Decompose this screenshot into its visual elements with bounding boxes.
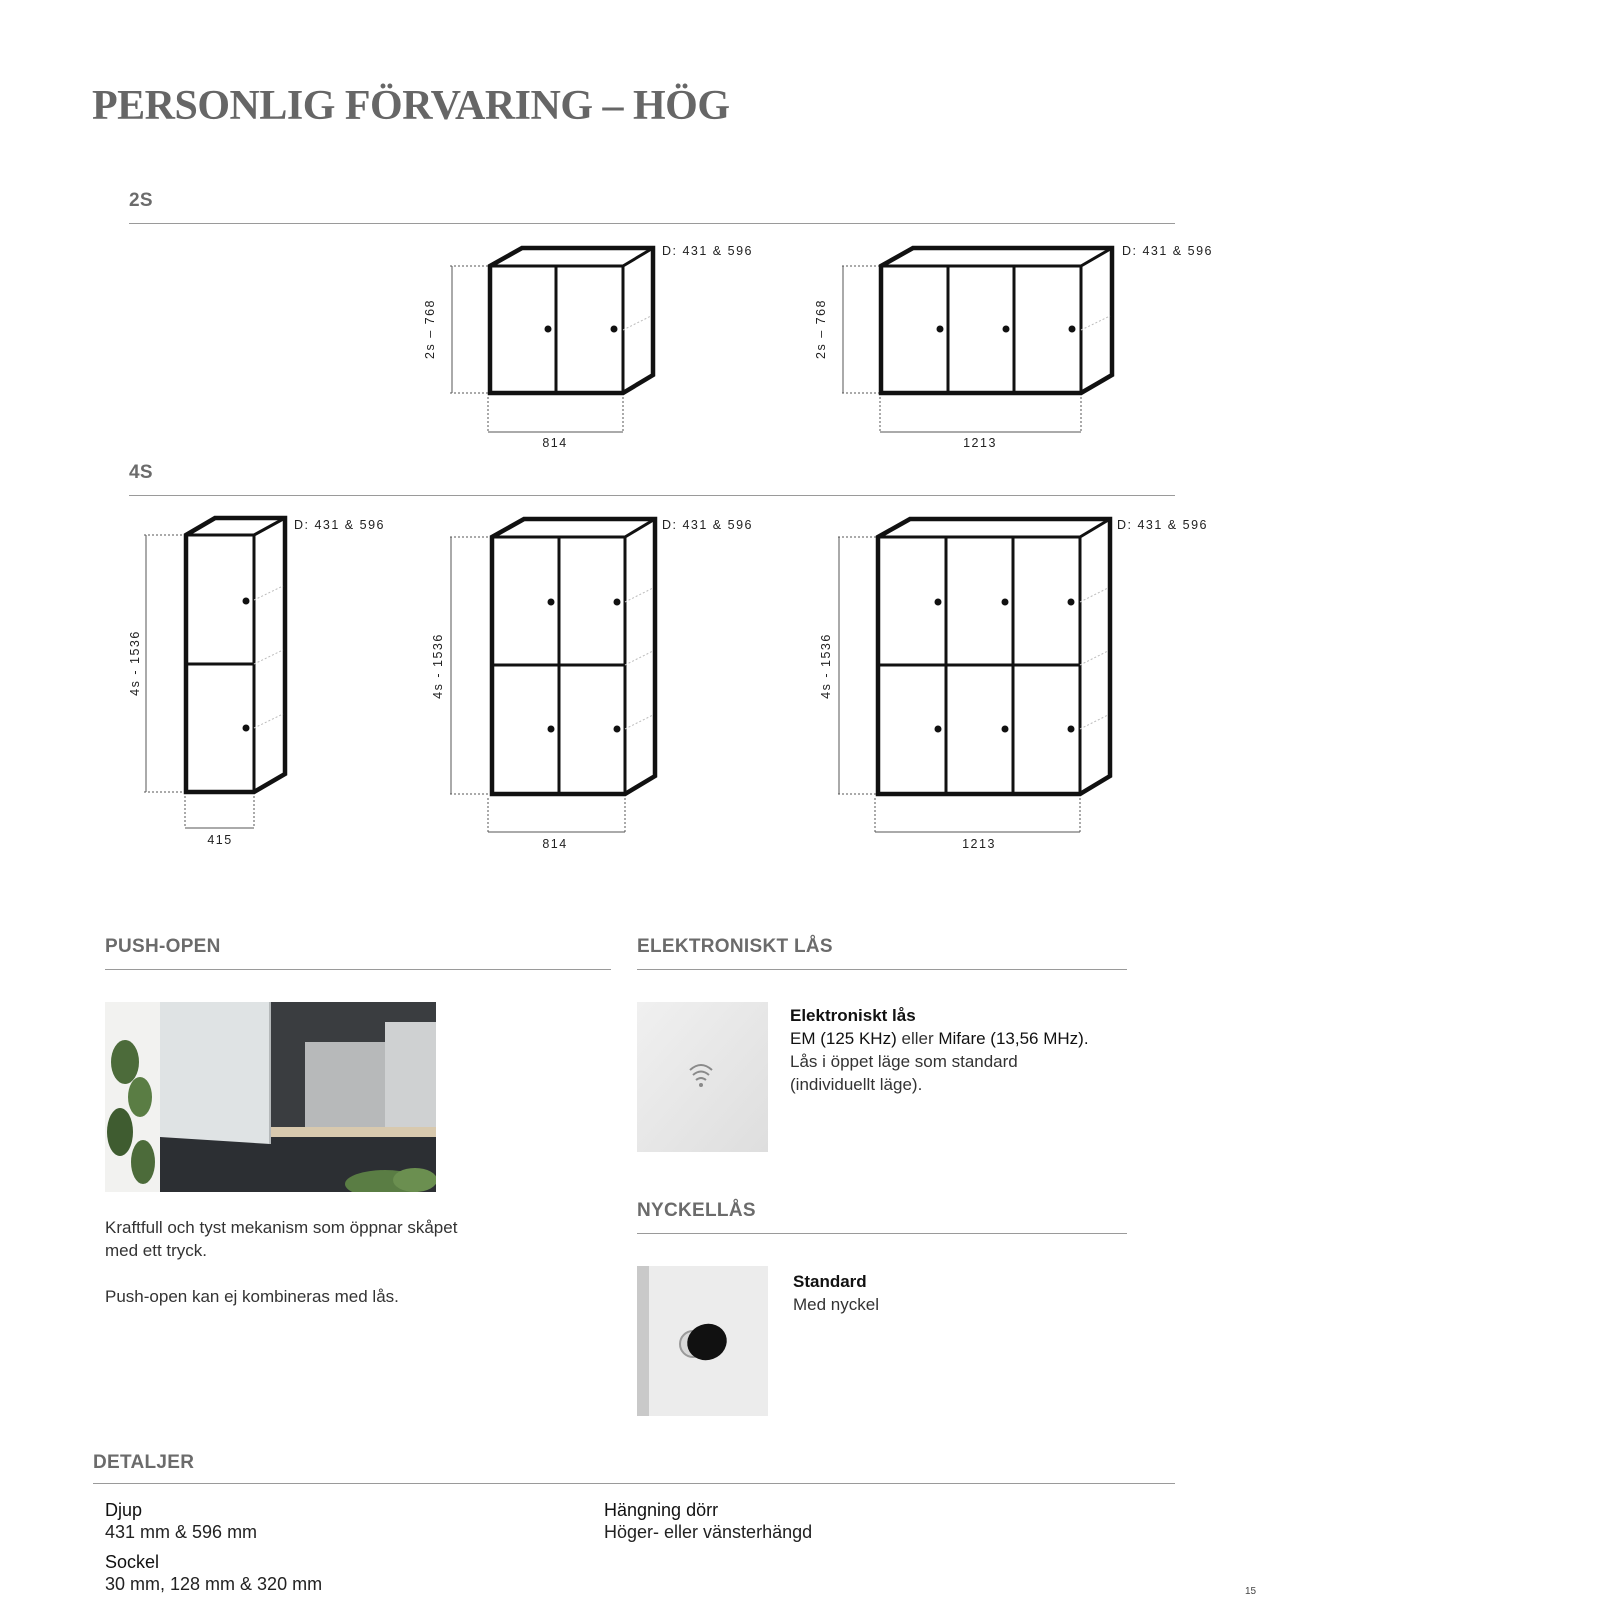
key-lock-heading: NYCKELLÅS [637, 1200, 756, 1221]
electronic-lock-photo [637, 1002, 768, 1152]
key-lock-text: Med nyckel [793, 1295, 879, 1314]
key-lock-title: Standard [793, 1272, 867, 1291]
cabinet-2s-1213-drawing [830, 240, 1120, 440]
mifare-frequency: Mifare (13,56 MHz). [938, 1029, 1089, 1048]
section-rule-4s [129, 495, 1175, 496]
details-item-door-hinge [604, 1499, 812, 1543]
electronic-lock-frequencies [790, 1027, 1130, 1050]
electronic-lock-description [790, 1004, 1130, 1096]
push-open-text-1: Kraftfull och tyst mekanism som öppnar skåpet med ett tryck. [105, 1218, 458, 1260]
details-hinge-value: Höger- eller vänsterhängd [604, 1522, 813, 1542]
page-number: 15 [1245, 1586, 1257, 1597]
details-item-depth [105, 1499, 257, 1543]
cabinet-4s-814-drawing [440, 510, 660, 840]
details-depth-label: Djup [105, 1500, 143, 1520]
cabinet-4s-415-height: 4s - 1536 [128, 630, 142, 696]
section-heading-4s: 4S [129, 462, 153, 483]
key-lock-photo [637, 1266, 768, 1416]
cabinet-2s-814-height: 2s – 768 [423, 299, 437, 359]
cabinet-4s-1213-depth: D: 431 & 596 [1117, 518, 1208, 532]
details-heading: DETALJER [93, 1452, 195, 1473]
key-lock-rule [637, 1233, 1127, 1234]
cabinet-2s-1213-width: 1213 [963, 436, 997, 450]
cabinet-2s-814-width: 814 [542, 436, 568, 450]
section-heading-2s: 2S [129, 190, 153, 211]
cabinet-2s-1213-height: 2s – 768 [814, 299, 828, 359]
push-open-rule [105, 969, 611, 970]
electronic-lock-heading: ELEKTRONISKT LÅS [637, 936, 833, 957]
em-frequency: EM (125 KHz) [790, 1029, 897, 1048]
electronic-lock-title: Elektroniskt lås [790, 1006, 916, 1025]
or-word: eller [901, 1029, 934, 1048]
cabinet-4s-814-height: 4s - 1536 [431, 633, 445, 699]
push-open-text-2: Push-open kan ej kombineras med lås. [105, 1287, 399, 1306]
push-open-photo [105, 1002, 436, 1192]
details-rule [93, 1483, 1175, 1484]
details-item-plinth [105, 1551, 322, 1595]
details-depth-value: 431 mm & 596 mm [105, 1522, 258, 1542]
cabinet-4s-415-depth: D: 431 & 596 [294, 518, 385, 532]
cabinet-2s-1213-depth: D: 431 & 596 [1122, 244, 1213, 258]
electronic-lock-mode: Lås i öppet läge som standard (individuellt läge). [790, 1052, 1018, 1094]
section-rule-2s [129, 223, 1175, 224]
cabinet-4s-814-depth: D: 431 & 596 [662, 518, 753, 532]
details-plinth-label: Sockel [105, 1552, 160, 1572]
cabinet-2s-814-drawing [440, 240, 660, 440]
cabinet-4s-1213-width: 1213 [962, 837, 996, 851]
push-open-heading: PUSH-OPEN [105, 936, 221, 957]
details-hinge-label: Hängning dörr [604, 1500, 719, 1520]
page-title: PERSONLIG FÖRVARING – HÖG [92, 83, 730, 129]
cabinet-4s-415-width: 415 [207, 833, 233, 847]
cabinet-4s-814-width: 814 [542, 837, 568, 851]
details-plinth-value: 30 mm, 128 mm & 320 mm [105, 1574, 323, 1594]
electronic-lock-rule [637, 969, 1127, 970]
cabinet-4s-1213-height: 4s - 1536 [819, 633, 833, 699]
cabinet-4s-1213-drawing [830, 510, 1120, 840]
key-lock-description [793, 1270, 1093, 1316]
cabinet-4s-415-drawing [140, 510, 300, 840]
cabinet-2s-814-depth: D: 431 & 596 [662, 244, 753, 258]
